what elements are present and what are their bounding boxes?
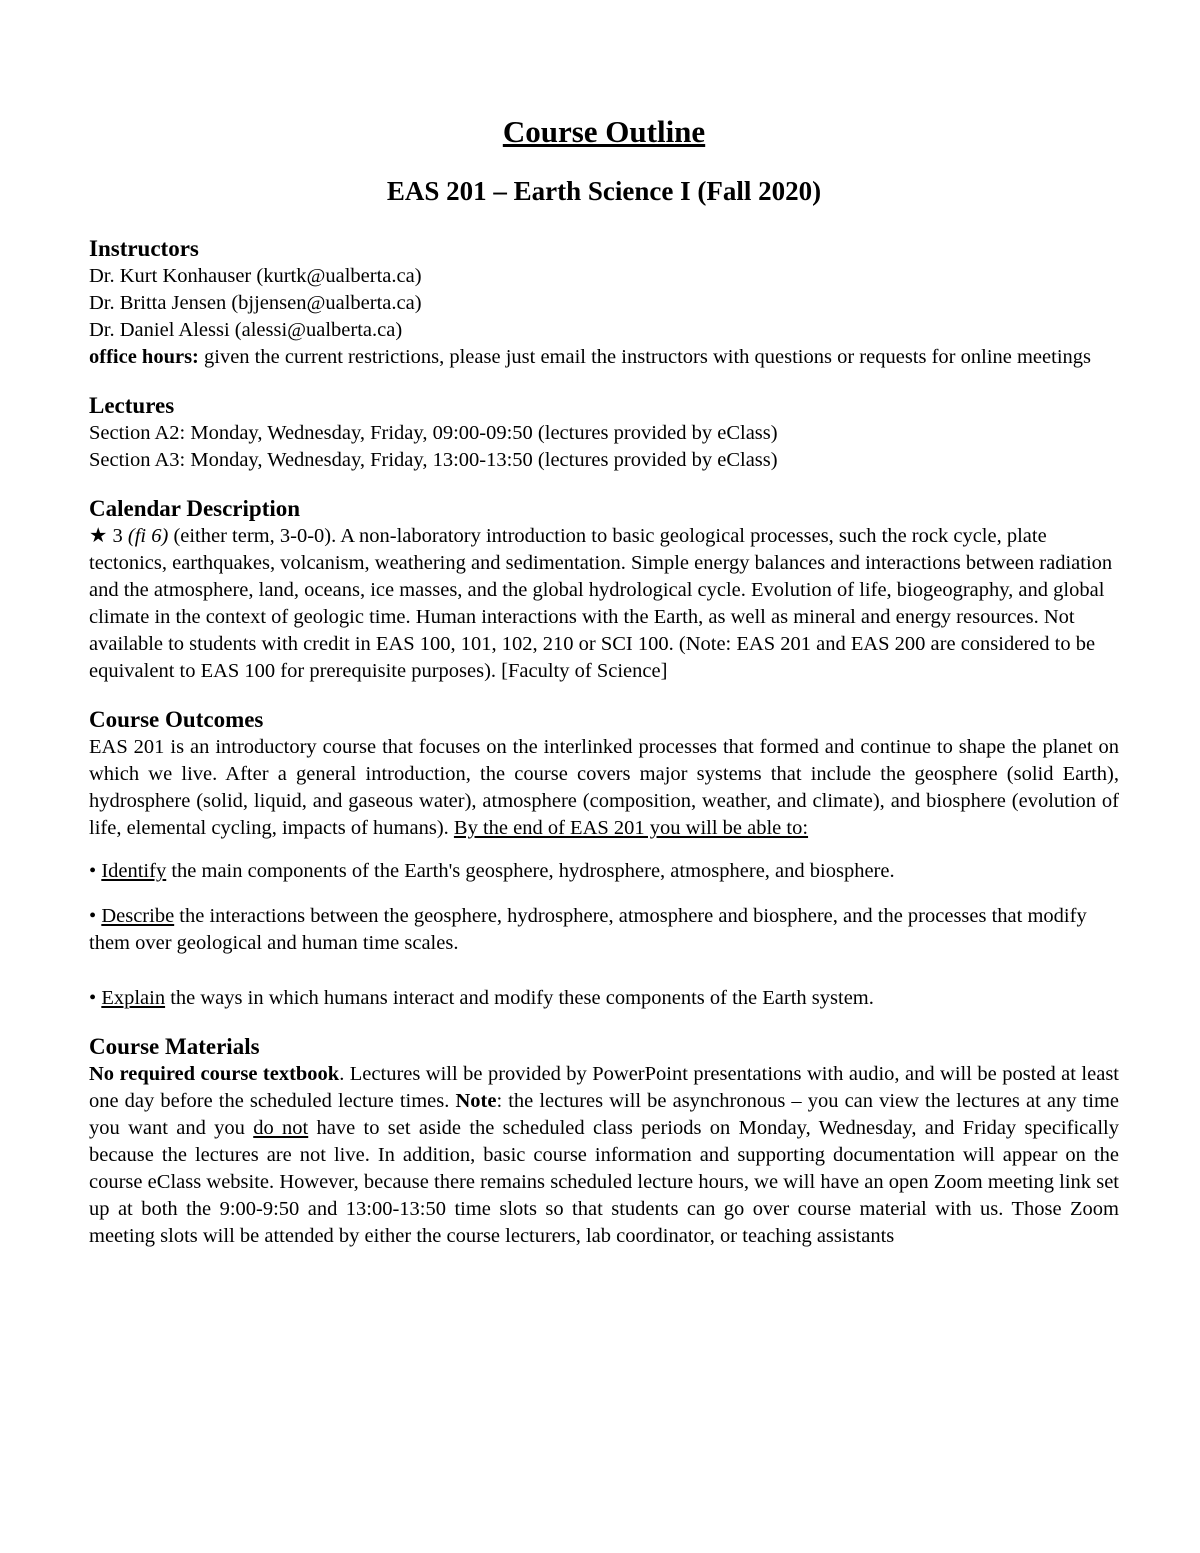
course-subtitle: EAS 201 – Earth Science I (Fall 2020) (386, 176, 822, 206)
credits: 3 (107, 525, 128, 547)
calendar-description-section (89, 494, 1119, 685)
instructors-heading: Instructors (89, 236, 199, 261)
outcome-verb: Explain (101, 987, 166, 1009)
calendar-description-text (89, 523, 1119, 685)
course-outcomes-heading: Course Outcomes (89, 707, 264, 732)
outcome-verb: Identify (101, 860, 167, 882)
no-textbook-lead: No required course textbook (89, 1063, 340, 1085)
calendar-description-heading: Calendar Description (89, 496, 301, 521)
bullet-icon: • (89, 905, 97, 927)
fi-weight: (fi 6) (127, 525, 169, 547)
calendar-body: (either term, 3-0-0). A non-laboratory introduction to basic geological processes, such the rock cycle, plate tectonics, earthquakes, volcanism, weathering and sedimentation. Simple energy balances and interactions between radiation and the atmosphere, land, oceans, ice masses, and the global hydrological cycle. Evolution of life, biogeography, and global climate in the context of geologic time. Human interactions with the Earth, as well as mineral and energy resources. Not available to students with credit in EAS 100, 101, 102, 210 or SCI 100. (Note: EAS 201 and EAS 200 are considered to be equivalent to EAS 100 for prerequisite purposes). [Faculty of Science] (89, 525, 1113, 682)
office-hours-label: office hours: (89, 346, 199, 368)
course-materials-section (89, 1032, 1119, 1250)
instructor-item: Dr. Britta Jensen (bjjensen@ualberta.ca) (89, 292, 422, 314)
do-not-emphasis: do not (253, 1117, 309, 1139)
instructor-item: Dr. Daniel Alessi (alessi@ualberta.ca) (89, 319, 403, 341)
star-icon: ★ (89, 525, 108, 547)
lecture-section-item: Section A3: Monday, Wednesday, Friday, 13:00-13:50 (lectures provided by eClass) (89, 449, 778, 471)
note-label: Note (455, 1090, 497, 1112)
lecture-section-item: Section A2: Monday, Wednesday, Friday, 09:00-09:50 (lectures provided by eClass) (89, 422, 778, 444)
lectures-section (89, 391, 1119, 474)
course-outcomes-intro: EAS 201 is an introductory course that focuses on the interlinked processes that formed and continue to shape the planet on which we live. After a general introduction, the course covers major systems that include the geosphere (solid Earth), hydrosphere (solid, liquid, and gaseous water), atmosphere (composition, weather, and climate), and biosphere (evolution of life, elemental cycling, impacts of humans). By the end of EAS 201 you will be able to: (89, 736, 1119, 839)
outcome-bullet: • Describe the interactions between the geosphere, hydrosphere, atmosphere and biosphere, and the processes that modify them over geological and human time scales. (89, 905, 1087, 954)
bullet-icon: • (89, 860, 97, 882)
outcomes-lead-in: By the end of EAS 201 you will be able to: (453, 817, 809, 839)
outcome-verb: Describe (101, 905, 175, 927)
office-hours (89, 344, 1119, 371)
office-hours-text: given the current restrictions, please just email the instructors with questions or requests for online meetings (198, 346, 1092, 368)
bullet-icon: • (89, 987, 97, 1009)
course-materials-text: No required course textbook. Lectures will be provided by PowerPoint presentations with audio, and will be posted at least one day before the scheduled lecture times. Note: the lectures will be asynchronous – you can view the lectures at any time you want and you do not have to set aside the scheduled class periods on Monday, Wednesday, and Friday specifically because the lectures are not live. In addition, basic course information and supporting documentation will appear on the course eClass website. However, because there remains scheduled lecture hours, we will have an open Zoom meeting link set up at both the 9:00-9:50 and 13:00-13:50 time slots so that students can go over course material with us. Those Zoom meeting slots will be attended by either the course lecturers, lab coordinator, or teaching assistants (89, 1063, 1119, 1247)
document-title: Course Outline (502, 114, 706, 149)
instructor-item: Dr. Kurt Konhauser (kurtk@ualberta.ca) (89, 265, 422, 287)
lectures-heading: Lectures (89, 393, 175, 418)
outcome-bullet: • Explain the ways in which humans interact and modify these components of the Earth system. (89, 987, 874, 1009)
outcome-bullet: • Identify the main components of the Earth's geosphere, hydrosphere, atmosphere, and biosphere. (89, 860, 895, 882)
document-page (89, 112, 1119, 1250)
course-materials-heading: Course Materials (89, 1034, 260, 1059)
instructors-section (89, 234, 1119, 371)
course-outcomes-section (89, 705, 1119, 1012)
